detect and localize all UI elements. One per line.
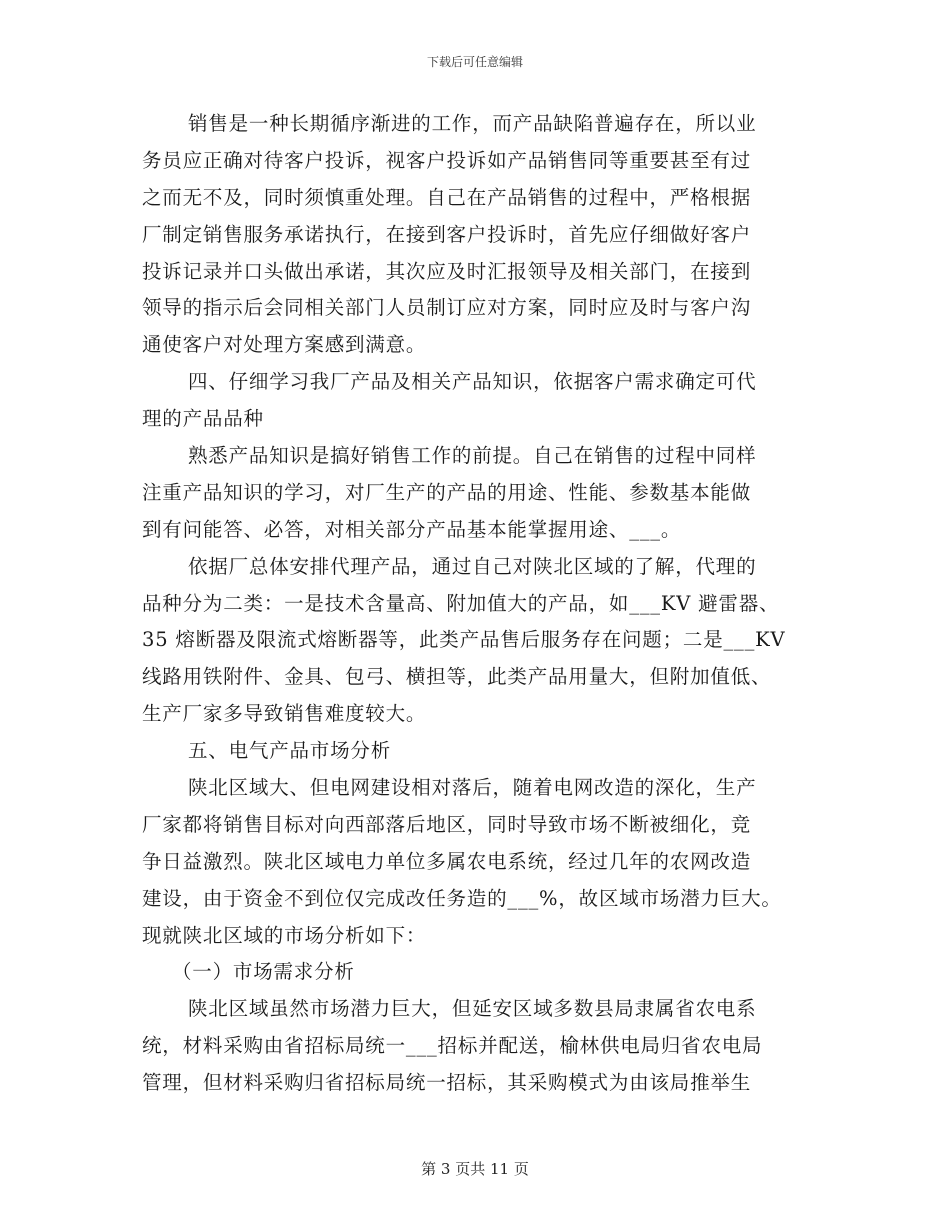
document-body — [142, 106, 812, 1102]
text-line: 陕北区域大、但电网建设相对落后，随着电网改造的深化，生产 — [188, 776, 757, 800]
text-line: 品种分为二类：一是技术含量高、附加值大的产品，如___KV 避雷器、 — [142, 591, 780, 615]
text-line: 之而无不及，同时须慎重处理。自己在产品销售的过程中，严格根据 — [142, 185, 752, 209]
text-line: 投诉记录并口头做出承诺，其次应及时汇报领导及相关部门，在接到 — [142, 259, 752, 283]
text-line: 务员应正确对待客户投诉，视客户投诉如产品销售同等重要甚至有过 — [142, 148, 752, 172]
page-footer: 第 3 页共 11 页 — [421, 1160, 529, 1178]
text-line: 注重产品知识的学习，对厂生产的产品的用途、性能、参数基本能做 — [142, 480, 752, 504]
text-line: 35 熔断器及限流式熔断器等，此类产品售后服务存在问题；二是___KV — [142, 628, 786, 652]
section-heading: 五、电气产品市场分析 — [188, 739, 392, 763]
text-line: 厂制定销售服务承诺执行，在接到客户投诉时，首先应仔细做好客户 — [142, 222, 752, 246]
text-line: 争日益激烈。陕北区域电力单位多属农电系统，经过几年的农网改造 — [142, 849, 752, 873]
page-header: 下载后可任意编辑 — [426, 55, 523, 69]
section-heading-cont: 理的产品品种 — [142, 407, 264, 431]
text-line: 领导的指示后会同相关部门人员制订应对方案，同时应及时与客户沟 — [142, 296, 752, 320]
text-line: 建设，由于资金不到位仅完成改任务造的___%，故区域市场潜力巨大。 — [142, 886, 782, 910]
section-heading: 四、仔细学习我厂产品及相关产品知识，依据客户需求确定可代 — [188, 370, 757, 394]
text-line: 生产厂家多导致销售难度较大。 — [142, 702, 427, 726]
text-line: 到有问能答、必答，对相关部分产品基本能掌握用途、___。 — [142, 517, 682, 541]
text-line: 线路用铁附件、金具、包弓、横担等，此类产品用量大，但附加值低、 — [142, 665, 772, 689]
text-line: 管理，但材料采购归省招标局统一招标，其采购模式为由该局推举生 — [142, 1071, 752, 1095]
text-line: 销售是一种长期循序渐进的工作，而产品缺陷普遍存在，所以业 — [188, 112, 757, 135]
text-line: 依据厂总体安排代理产品，通过自己对陕北区域的了解，代理的 — [188, 554, 757, 578]
text-line: 统，材料采购由省招标局统一___招标并配送，榆林供电局归省农电局 — [142, 1034, 763, 1058]
subsection-heading: （一）市场需求分析 — [172, 960, 355, 984]
text-line: 现就陕北区域的市场分析如下： — [142, 923, 427, 947]
text-line: 陕北区域虽然市场潜力巨大，但延安区域多数县局隶属省农电系 — [188, 997, 757, 1021]
text-line: 厂家都将销售目标对向西部落后地区，同时导致市场不断被细化，竞 — [142, 812, 752, 836]
text-line: 通使客户对处理方案感到满意。 — [142, 333, 427, 357]
text-line: 熟悉产品知识是搞好销售工作的前提。自己在销售的过程中同样 — [188, 444, 757, 468]
